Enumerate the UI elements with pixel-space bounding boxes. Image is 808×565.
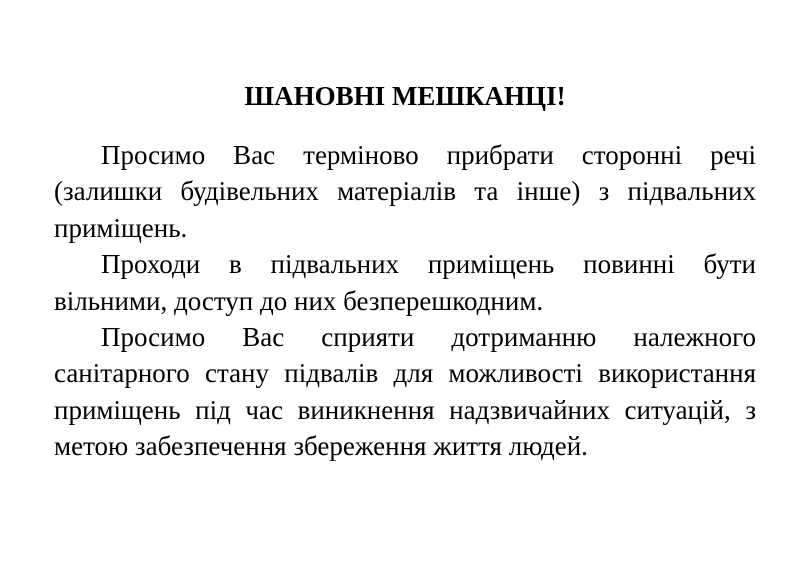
notice-paragraph-passages: Проходи в підвальних приміщень повинні бути вільними, доступ до них безперешкодним. <box>54 249 756 316</box>
notice-title: ШАНОВНІ МЕШКАНЦІ! <box>244 81 566 111</box>
notice-paragraph-cleanup: Просимо Вас терміново прибрати сторонні речі (залишки будівельних матеріалів та інше) з підвальних приміщень. <box>54 140 756 243</box>
notice-paragraph-sanitary: Просимо Вас сприяти дотриманню належного санітарного стану підвалів для можливості використання приміщень під час виникнення надзвичайних ситуацій, з метою забезпечення збереження життя людей. <box>54 322 756 462</box>
notice-body <box>54 137 756 465</box>
